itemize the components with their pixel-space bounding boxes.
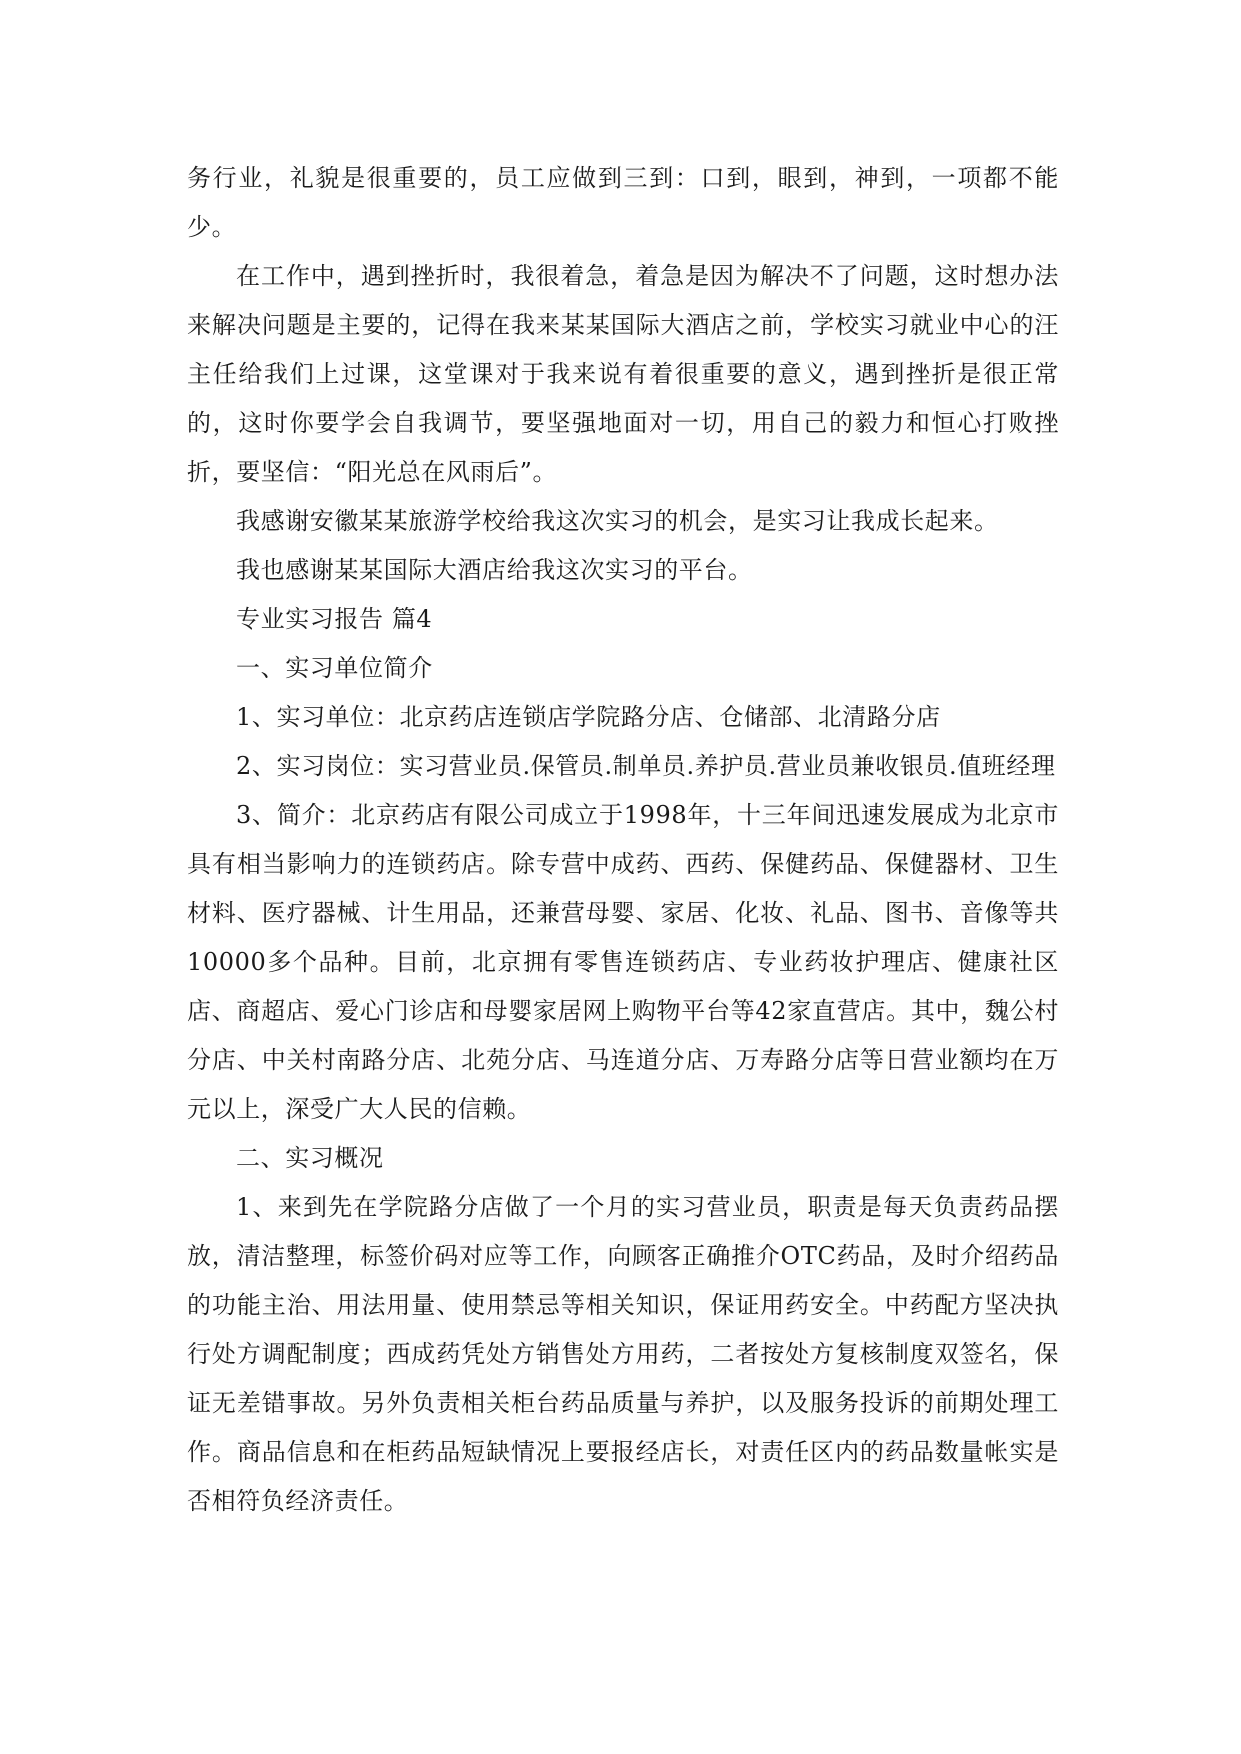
- section-title-report: 专业实习报告 篇4: [236, 605, 433, 633]
- paragraph-company-intro: 3、简介：北京药店有限公司成立于1998年，十三年间迅速发展成为北京市具有相当影响力的连锁药店。除专营中成药、西药、保健药品、保健器材、卫生材料、医疗器械、计生用品，还兼营母婴、家居、化妆、礼品、图书、音像等共10000多个品种。目前，北京拥有零售连锁药店、专业药妆护理店、健康社区店、商超店、爱心门诊店和母婴家居网上购物平台等42家直营店。其中，魏公村分店、中关村南路分店、北苑分店、马连道分店、万寿路分店等日营业额均在万元以上，深受广大人民的信赖。: [187, 801, 1059, 1123]
- paragraph-positions: 2、实习岗位：实习营业员.保管员.制单员.养护员.营业员兼收银员.值班经理: [236, 752, 1056, 780]
- paragraph-thanks-hotel: 我也感谢某某国际大酒店给我这次实习的平台。: [236, 556, 753, 584]
- paragraph-setbacks: 在工作中，遇到挫折时，我很着急，着急是因为解决不了问题，这时想办法来解决问题是主要的，记得在我来某某国际大酒店之前，学校实习就业中心的汪主任给我们上过课，这堂课对于我来说有着很重要的意义，遇到挫折是很正常的，这时你要学会自我调节，要坚强地面对一切，用自己的毅力和恒心打败挫折，要坚信：“阳光总在风雨后”。: [187, 262, 1059, 486]
- document-body: [187, 154, 1059, 1526]
- section-heading-unit-intro: 一、实习单位简介: [236, 654, 433, 682]
- paragraph-overview-1: 1、来到先在学院路分店做了一个月的实习营业员，职责是每天负责药品摆放，清洁整理，标签价码对应等工作，向顾客正确推介OTC药品，及时介绍药品的功能主治、用法用量、使用禁忌等相关知识，保证用药安全。中药配方坚决执行处方调配制度；西成药凭处方销售处方用药，二者按处方复核制度双签名，保证无差错事故。另外负责相关柜台药品质量与养护，以及服务投诉的前期处理工作。商品信息和在柜药品短缺情况上要报经店长，对责任区内的药品数量帐实是否相符负经济责任。: [187, 1193, 1059, 1515]
- section-heading-overview: 二、实习概况: [236, 1144, 384, 1172]
- paragraph-thanks-school: 我感谢安徽某某旅游学校给我这次实习的机会，是实习让我成长起来。: [236, 507, 999, 535]
- paragraph-unit: 1、实习单位：北京药店连锁店学院路分店、仓储部、北清路分店: [236, 703, 941, 731]
- paragraph-continuation: 务行业，礼貌是很重要的，员工应做到三到：口到，眼到，神到，一项都不能少。: [187, 164, 1059, 241]
